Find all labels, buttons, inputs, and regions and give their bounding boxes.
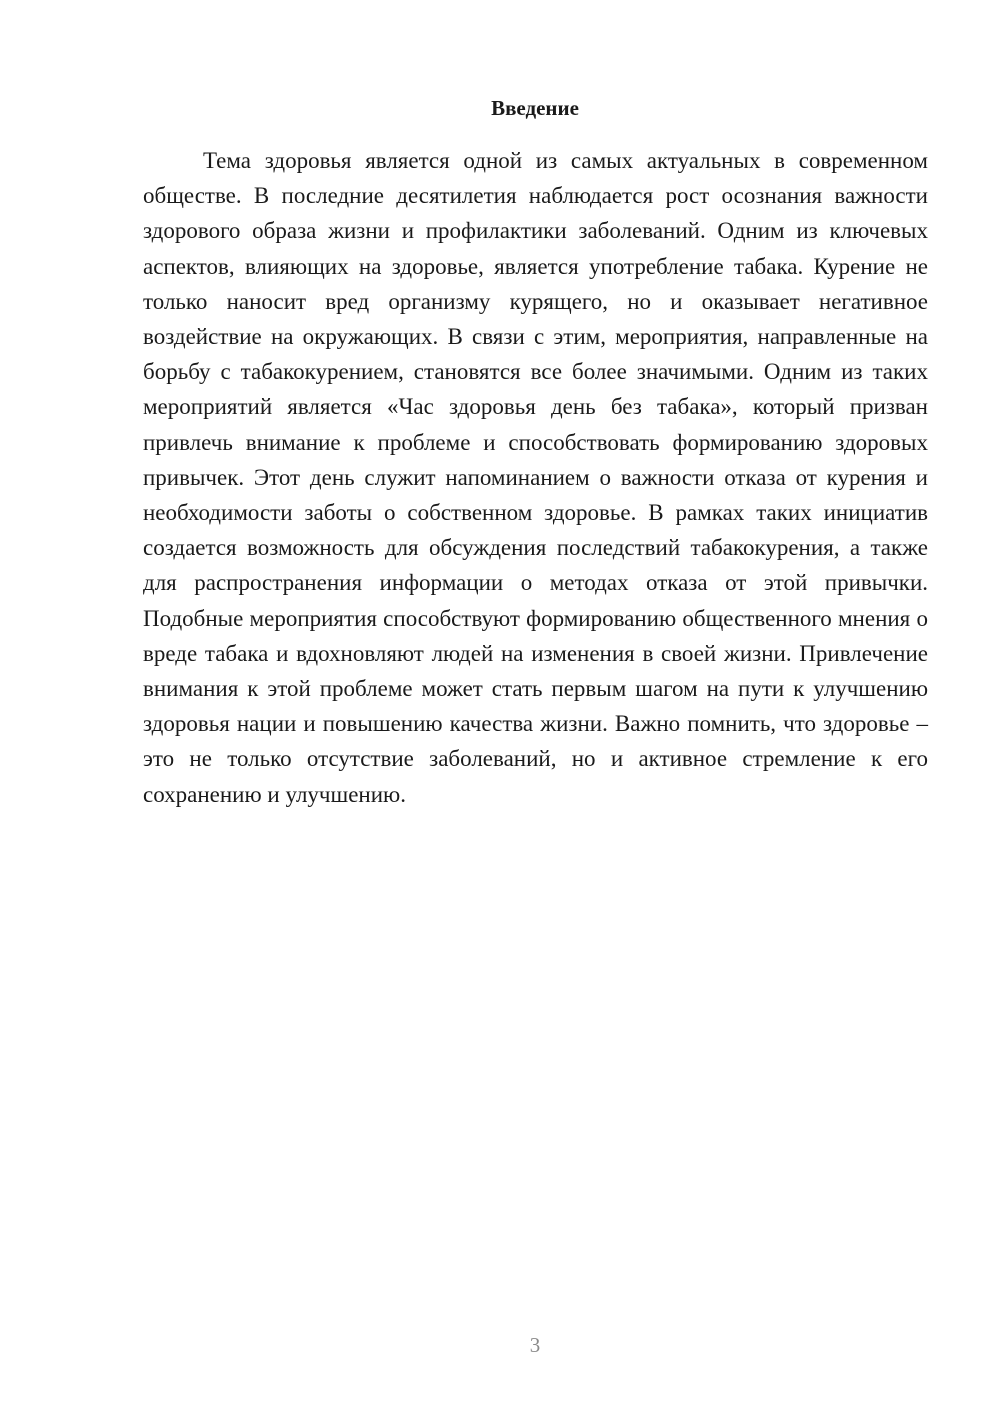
page-number: 3 [529,1333,541,1357]
introduction-paragraph: Тема здоровья является одной из самых актуальных в современном обществе. В последние десятилетия наблюдается рост осознания важности здорового образа жизни и профилактики заболеваний. Одним из ключевых аспектов, влияющих на здоровье, является употребление табака. Курение не только наносит вред организму курящего, но и оказывает негативное воздействие на окружающих. В связи с этим, мероприятия, направленные на борьбу с табакокурением, становятся все более значимыми. Одним из таких мероприятий является «Час здоровья день без табака», который призван привлечь внимание к проблеме и способствовать формированию здоровых привычек. Этот день служит напоминанием о важности отказа от курения и необходимости заботы о собственном здоровье. В рамках таких инициатив создается возможность для обсуждения последствий табакокурения, а также для распространения информации о методах отказа от этой привычки. Подобные мероприятия способствуют формированию общественного мнения о вреде табака и вдохновляют людей на изменения в своей жизни. Привлечение внимания к этой проблеме может стать первым шагом на пути к улучшению здоровья нации и повышению качества жизни. Важно помнить, что здоровье – это не только отсутствие заболеваний, но и активное стремление к его сохранению и улучшению. [143,148,928,807]
section-heading: Введение [491,96,579,120]
